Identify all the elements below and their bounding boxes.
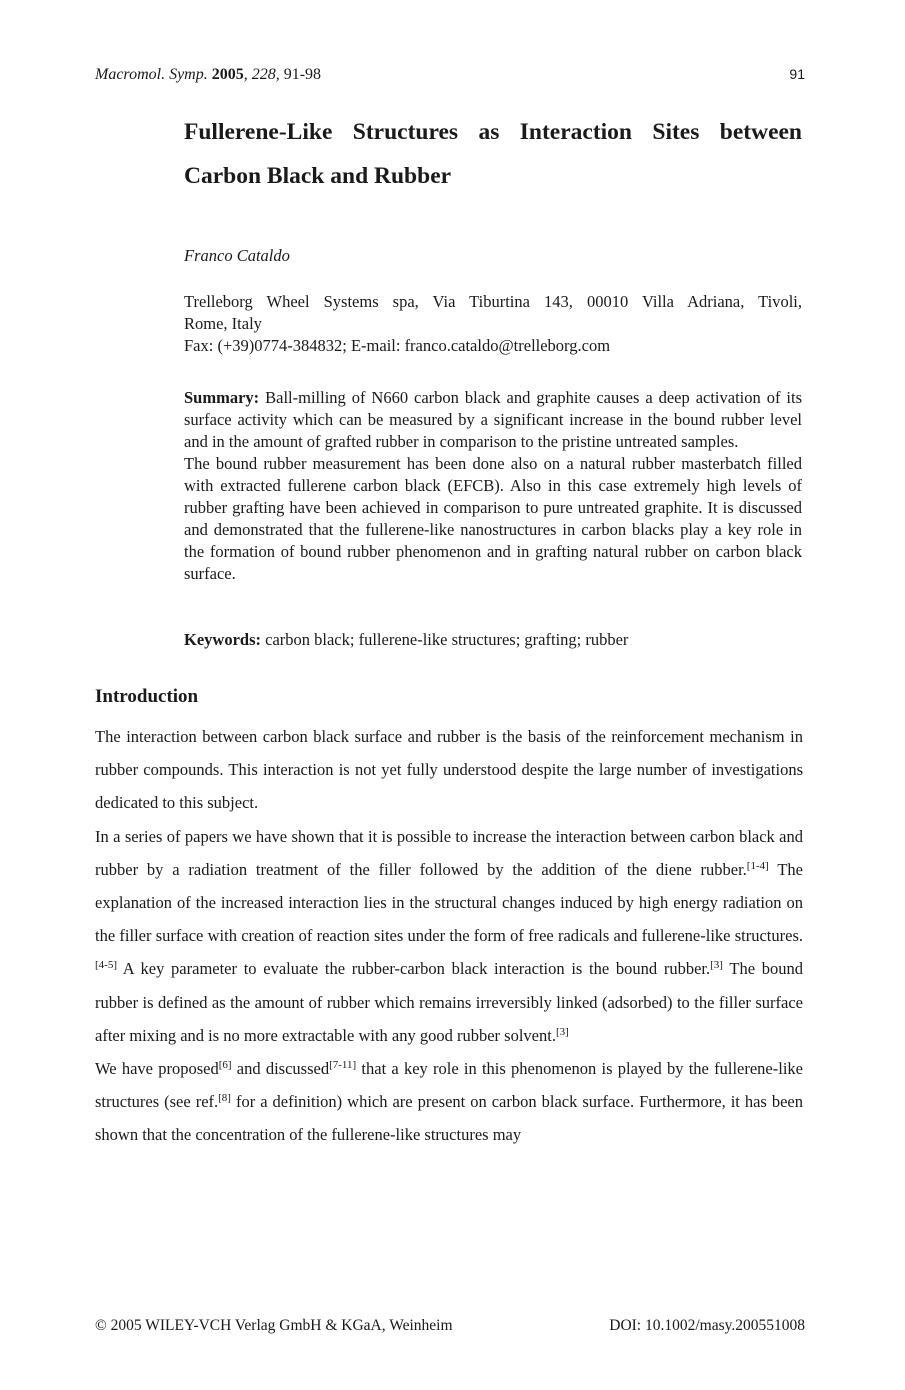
article-title — [184, 110, 802, 198]
title-line-1: Fullerene-Like Structures as Interaction Sites between — [184, 119, 802, 145]
abstract-label: Summary: — [184, 388, 260, 407]
journal-year: 2005 — [211, 66, 244, 83]
intro-paragraph-2 — [95, 820, 803, 1052]
text: that a key role in this phenomenon is played by the fullerene-like structures (see ref. — [95, 1059, 803, 1112]
abstract-paragraph-1 — [184, 387, 802, 453]
journal-citation: Macromol. Symp. 2005, 228, 91-98 — [95, 66, 322, 83]
intro-paragraph-3 — [95, 1052, 803, 1152]
citation: [6] — [218, 1059, 232, 1072]
contact-info: Fax: (+39)0774-384832; E-mail: franco.cataldo@trelleborg.com — [184, 336, 611, 355]
citation: [8] — [218, 1092, 231, 1105]
abstract-text-1: Ball-milling of N660 carbon black and graphite causes a deep activation of its surface activity which can be measured by a significant increase in the bound rubber level and in the amount of grafted rubber in comparison to the pristine untreated samples. — [184, 388, 802, 451]
text: The bound rubber is defined as the amount of rubber which remains irreversibly linked (adsorbed) to the filler surface after mixing and is no more extractable with any good rubber solvent. — [95, 959, 803, 1045]
text: We have proposed — [95, 1059, 219, 1079]
journal-pages: 91-98 — [279, 66, 322, 83]
copyright-notice: © 2005 WILEY-VCH Verlag GmbH & KGaA, Weinheim — [95, 1317, 453, 1334]
journal-name: Macromol. Symp. — [95, 66, 208, 83]
page-footer — [95, 1317, 805, 1335]
keywords-label: Keywords: — [184, 630, 261, 649]
section-heading-introduction: Introduction — [95, 686, 199, 707]
citation: [3] — [555, 1025, 569, 1038]
intro-paragraph-1: The interaction between carbon black surface and rubber is the basis of the reinforcement mechanism in rubber compounds. This interaction is not yet fully understood despite the large number of investigations dedicated to this subject. — [95, 727, 803, 813]
introduction-body — [95, 720, 803, 1152]
page-number: 91 — [789, 66, 805, 82]
keywords — [184, 630, 802, 650]
author-name: Franco Cataldo — [184, 246, 290, 265]
affiliation — [184, 291, 802, 357]
text: The explanation of the increased interaction lies in the structural changes induced by high energy radiation on the filler surface with creation of reaction sites under the form of free radicals and fullerene-like structures. — [95, 859, 803, 946]
title-line-2: Carbon Black and Rubber — [184, 163, 452, 189]
keywords-text: carbon black; fullerene-like structures; grafting; rubber — [261, 630, 629, 649]
text: In a series of papers we have shown that it is possible to increase the interaction between carbon black and rubber by a radiation treatment of the filler followed by the addition of the diene rubber. — [95, 826, 803, 879]
citation: [7-11] — [329, 1059, 357, 1072]
running-head — [95, 66, 805, 84]
affiliation-line-1: Trelleborg Wheel Systems spa, Via Tiburtina 143, 00010 Villa Adriana, Tivoli, — [184, 292, 802, 311]
citation: [3] — [710, 959, 723, 972]
text: A key parameter to evaluate the rubber-carbon black interaction is the bound rubber. — [117, 959, 711, 979]
text: and discussed — [231, 1059, 330, 1079]
abstract — [184, 387, 802, 585]
text: for a definition) which are present on carbon black surface. Furthermore, it has been shown that the concentration of the fullerene-like structures may — [95, 1092, 803, 1145]
citation: [1-4] — [746, 859, 769, 872]
affiliation-line-2: Rome, Italy — [184, 314, 262, 333]
journal-volume: 228, — [251, 66, 280, 83]
doi: DOI: 10.1002/masy.200551008 — [609, 1317, 805, 1334]
citation: [4-5] — [95, 959, 117, 972]
abstract-paragraph-2: The bound rubber measurement has been done also on a natural rubber masterbatch filled with extracted fullerene carbon black (EFCB). Also in this case extremely high levels of rubber grafting have been achieved in comparison to pure untreated graphite. It is discussed and demonstrated that the fullerene-like nanostructures in carbon blacks play a key role in the formation of bound rubber phenomenon and in grafting natural rubber on carbon black surface. — [184, 454, 802, 583]
